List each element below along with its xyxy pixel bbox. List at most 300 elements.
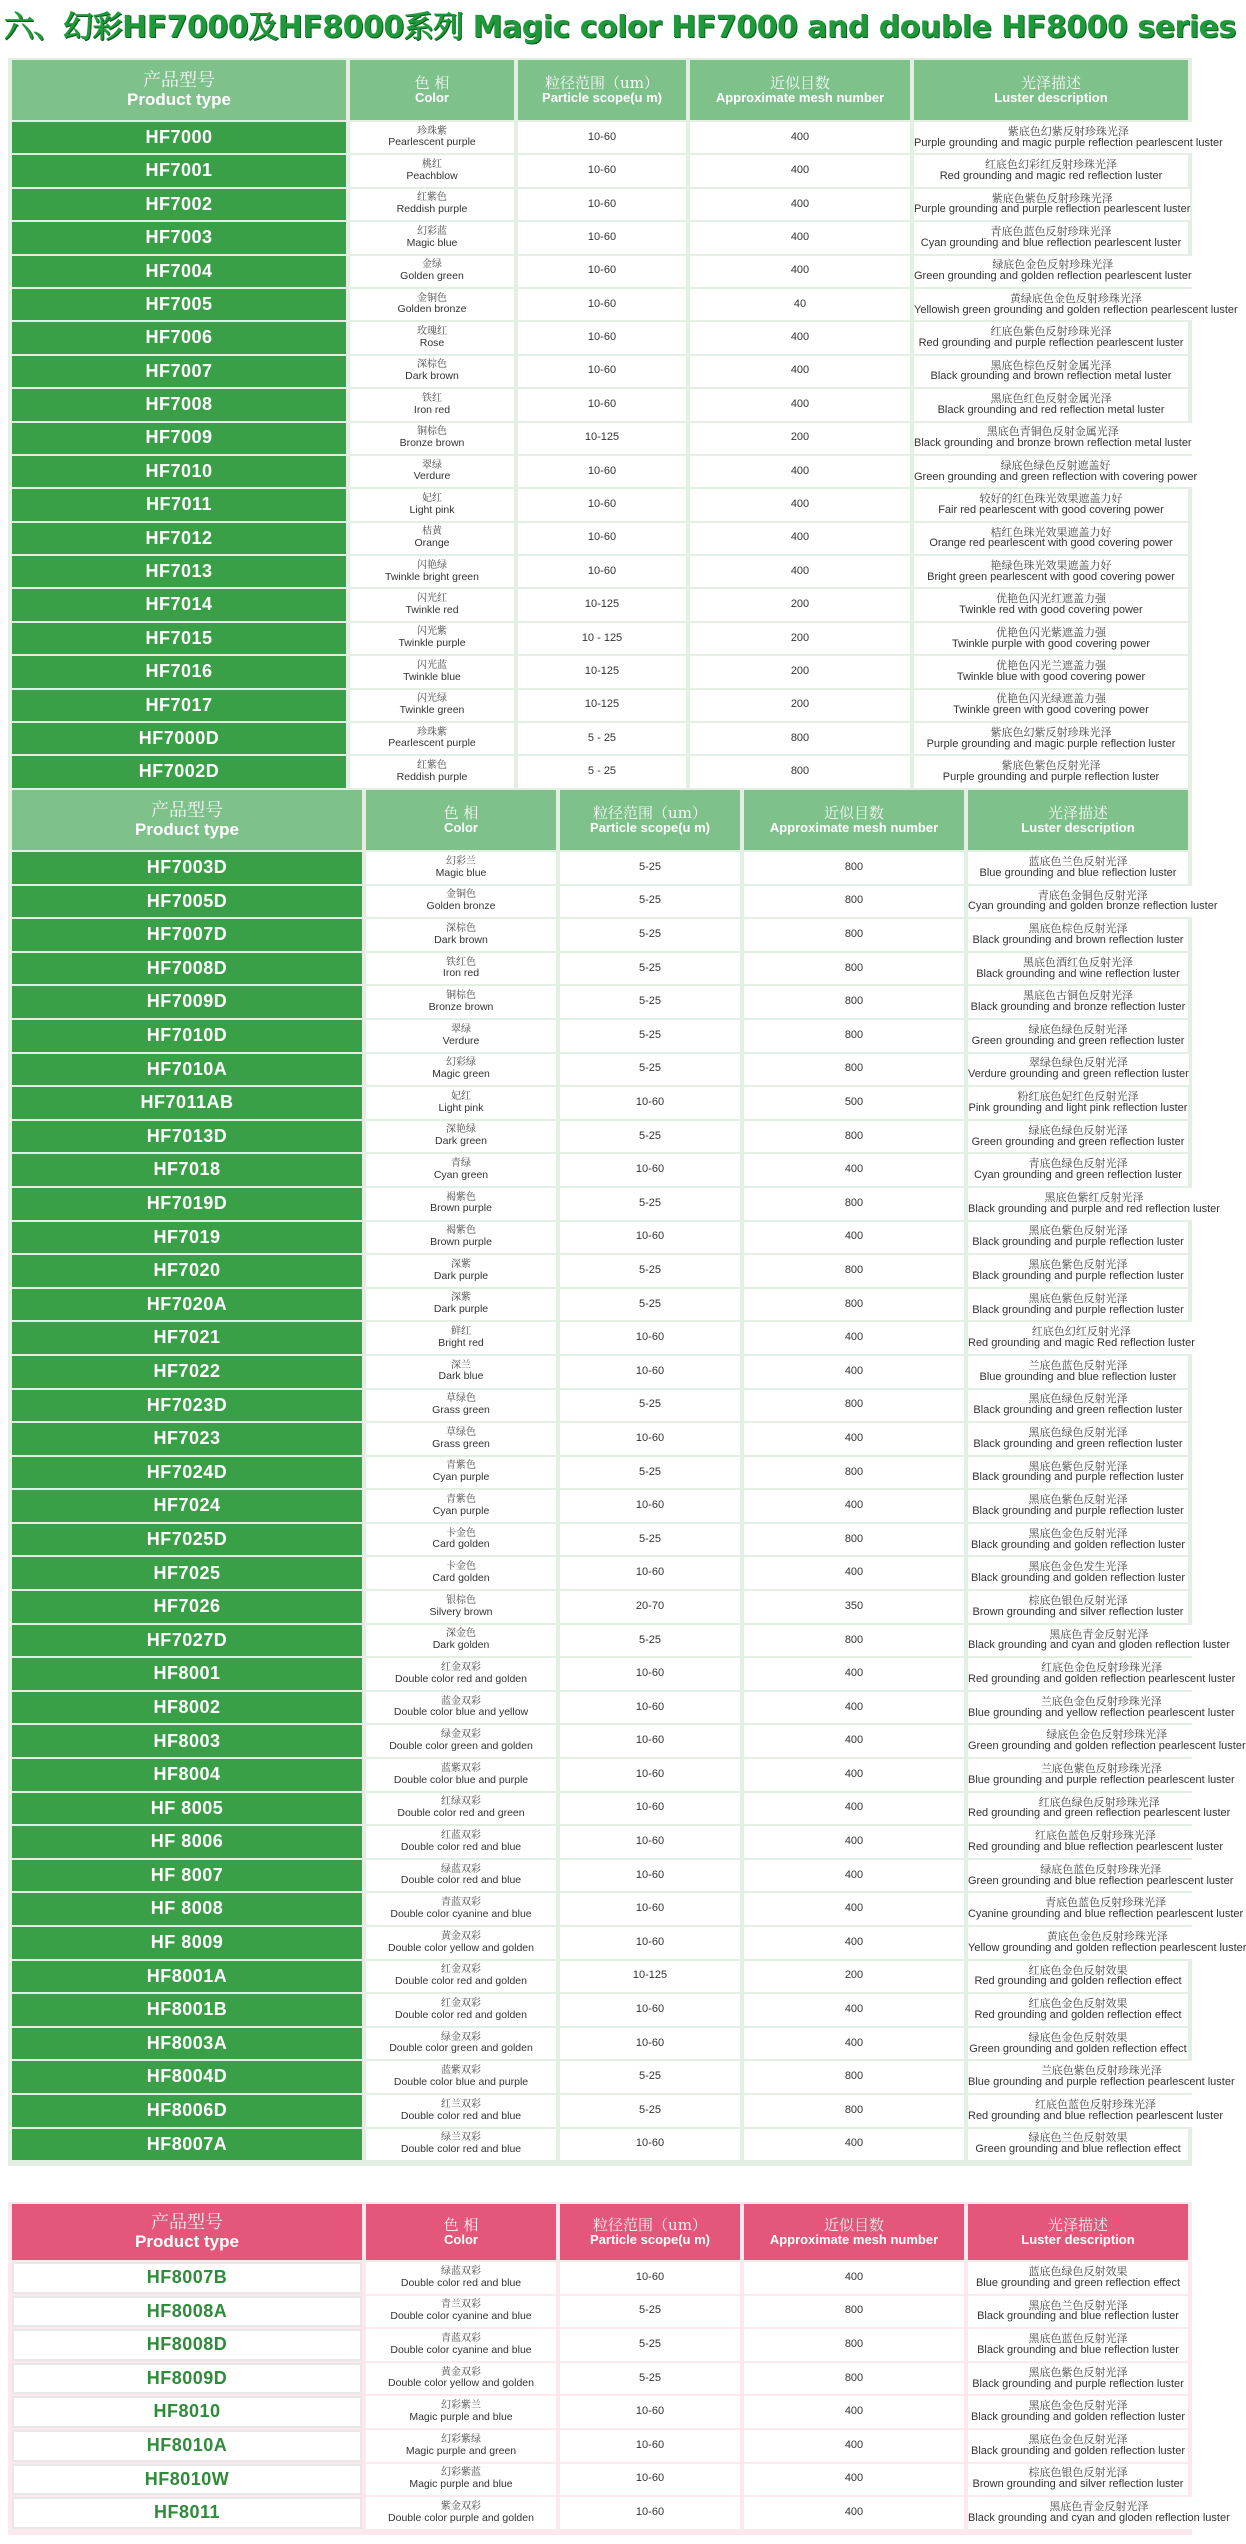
color-name-zh: 绿金双彩 (441, 1729, 481, 1741)
color-name-zh: 闪光蓝 (417, 659, 447, 671)
luster-desc-en: Black grounding and golden reflection luster (970, 1538, 1186, 1551)
luster-desc-en: Blue grounding and purple reflection pearlescent luster (968, 1773, 1235, 1786)
color-name-en: Magic purple and green (405, 2444, 517, 2457)
particle-scope: 5-25 (560, 986, 740, 1018)
particle-scope: 5 - 25 (518, 756, 686, 787)
mesh-number: 400 (744, 2464, 964, 2496)
header-color-zh: 色 相 (443, 803, 479, 822)
luster-description (968, 1625, 1230, 1657)
luster-desc-zh: 黑底色紫色反射光泽 (1028, 1224, 1128, 1238)
mesh-number: 400 (744, 1893, 964, 1925)
color-cell (350, 456, 514, 487)
color-name-zh: 深棕色 (417, 359, 447, 371)
product-code: HF8008D (12, 2329, 362, 2361)
luster-desc-en: Verdure grounding and green reflection luster (968, 1068, 1189, 1081)
color-cell (366, 1423, 556, 1455)
luster-desc-zh: 紫底色幻紫反射珍珠光泽 (1007, 124, 1129, 138)
mesh-number: 400 (690, 456, 910, 487)
color-cell (366, 852, 556, 884)
table-row (12, 1255, 1188, 1287)
luster-description (968, 1893, 1243, 1925)
color-cell (366, 1557, 556, 1589)
color-name-en: Double color cyanine and blue (390, 2343, 532, 2356)
luster-desc-en: Twinkle red with good covering power (959, 604, 1143, 617)
mesh-number: 400 (744, 1826, 964, 1858)
header-luster-zh: 光泽描述 (1047, 2215, 1108, 2234)
luster-desc-zh: 黑底色紫色反射光泽 (1028, 1493, 1128, 1507)
luster-description (914, 155, 1188, 186)
luster-desc-en: Yellowish green grounding and golden reflection pearlescent luster (914, 303, 1238, 316)
mesh-number: 400 (744, 2430, 964, 2462)
luster-description (914, 322, 1188, 353)
color-name-en: Twinkle blue (403, 670, 461, 683)
table-row (12, 1188, 1220, 1220)
luster-desc-zh: 黑底色金色反射光泽 (1028, 1526, 1128, 1540)
particle-scope: 10-60 (560, 1893, 740, 1925)
table-row (12, 1322, 1195, 1354)
color-name-zh: 闪光红 (417, 593, 447, 605)
header-product-type-en: Product type (127, 89, 231, 109)
luster-desc-zh: 青底色金铜色反射光泽 (1037, 888, 1148, 902)
luster-desc-zh: 蓝底色兰色反射光泽 (1028, 854, 1128, 868)
color-name-zh: 铜棕色 (446, 990, 476, 1002)
page-title: 六、幻彩HF7000及HF8000系列 Magic color HF7000 and double HF8000 series (4, 10, 1236, 45)
particle-scope: 10-60 (518, 122, 686, 153)
luster-desc-zh: 绿底色金色反射效果 (1028, 2030, 1128, 2044)
mesh-number: 400 (690, 189, 910, 220)
table-row (12, 256, 1192, 287)
luster-desc-en: Orange red pearlescent with good covering power (929, 537, 1173, 550)
mesh-number: 800 (744, 2095, 964, 2127)
luster-description (968, 1087, 1188, 1119)
header-luster (968, 790, 1188, 850)
particle-scope: 10-60 (518, 322, 686, 353)
color-cell (366, 1390, 556, 1422)
product-code: HF7004 (12, 256, 346, 287)
color-name-zh: 红绿双彩 (441, 1796, 481, 1808)
mesh-number: 500 (744, 1087, 964, 1119)
luster-desc-en: Cyan grounding and blue reflection pearlescent luster (920, 236, 1182, 249)
luster-desc-en: Black grounding and golden reflection luster (970, 2444, 1186, 2457)
luster-desc-zh: 兰底色紫色反射珍珠光泽 (1040, 2064, 1162, 2078)
particle-scope: 10-60 (560, 1322, 740, 1354)
header-luster (914, 60, 1188, 120)
mesh-number: 400 (690, 356, 910, 387)
header-particle-zh: 粒径范围（um） (593, 803, 707, 822)
color-name-en: Orange (414, 537, 450, 550)
luster-desc-zh: 艳绿色珠光效果遮盖力好 (990, 558, 1112, 572)
table-row (12, 2363, 1188, 2395)
luster-desc-zh: 黑底色蓝色反射光泽 (1028, 2332, 1128, 2346)
particle-scope: 10-60 (560, 1927, 740, 1959)
table-row (12, 2262, 1188, 2294)
luster-desc-en: Black grounding and blue reflection luster (977, 2310, 1179, 2323)
header-product-type (12, 2204, 362, 2260)
particle-scope: 10-60 (518, 256, 686, 287)
luster-desc-en: Cyanine grounding and blue reflection pearlescent luster (968, 1908, 1244, 1921)
luster-desc-zh: 桔红色珠光效果遮盖力好 (990, 525, 1112, 539)
color-name-en: Double color yellow and golden (388, 2377, 534, 2390)
color-name-zh: 青蓝双彩 (441, 2332, 481, 2344)
color-cell (366, 1725, 556, 1757)
header-mesh-zh: 近似目数 (823, 2215, 884, 2234)
luster-description (968, 1188, 1220, 1220)
color-cell (350, 356, 514, 387)
luster-description (968, 1658, 1235, 1690)
color-name-zh: 绿蓝双彩 (441, 1863, 481, 1875)
table-row (12, 656, 1188, 687)
particle-scope: 10-60 (560, 1793, 740, 1825)
mesh-number: 800 (744, 1020, 964, 1052)
luster-desc-zh: 绿底色兰色反射效果 (1028, 2131, 1128, 2145)
luster-desc-en: Black grounding and brown reflection metal luster (930, 370, 1172, 383)
color-cell (366, 2497, 556, 2529)
product-code: HF8004 (12, 1759, 362, 1791)
luster-description (914, 256, 1192, 287)
header-product-type (12, 790, 362, 850)
product-code: HF7025D (12, 1524, 362, 1556)
product-code: HF7008D (12, 953, 362, 985)
product-code: HF8011 (12, 2497, 362, 2529)
table-row (12, 523, 1188, 554)
luster-desc-en: Red grounding and golden reflection effect (974, 2008, 1182, 2021)
header-particle (560, 790, 740, 850)
mesh-number: 800 (744, 886, 964, 918)
luster-desc-en: Yellow grounding and golden reflection pearlescent luster (968, 1941, 1246, 1954)
luster-description (914, 222, 1188, 253)
luster-description (968, 2430, 1188, 2462)
luster-description (968, 1457, 1188, 1489)
table-body (12, 2262, 1230, 2529)
luster-desc-zh: 优艳色闪光兰遮盖力强 (996, 659, 1106, 673)
mesh-number: 400 (744, 1490, 964, 1522)
color-name-en: Double color red and golden (395, 1975, 527, 1988)
color-name-en: Iron red (413, 403, 451, 416)
luster-desc-en: Green grounding and blue reflection pearlescent luster (968, 1874, 1234, 1887)
header-particle-en: Particle scope(u m) (542, 90, 662, 106)
mesh-number: 400 (744, 2396, 964, 2428)
mesh-number: 400 (744, 1154, 964, 1186)
mesh-number: 400 (690, 322, 910, 353)
luster-description (914, 690, 1188, 721)
color-cell (350, 189, 514, 220)
luster-desc-en: Black grounding and blue reflection luster (977, 2343, 1179, 2356)
table-row (12, 919, 1188, 951)
product-code: HF7007 (12, 356, 346, 387)
color-name-en: Brown purple (430, 1202, 492, 1215)
particle-scope: 5-25 (560, 1188, 740, 1220)
luster-desc-en: Black grounding and cyan and gloden reflection luster (968, 2511, 1230, 2524)
table-row (12, 690, 1188, 721)
table-row (12, 1860, 1234, 1892)
color-cell (366, 2095, 556, 2127)
color-cell (366, 1524, 556, 1556)
table-row (12, 1457, 1188, 1489)
color-cell (366, 1490, 556, 1522)
luster-desc-zh: 优艳色闪光紫遮盖力强 (996, 625, 1106, 639)
luster-desc-en: Red grounding and blue reflection pearlescent luster (968, 2109, 1223, 2122)
luster-desc-zh: 紫底色紫色反射珍珠光泽 (991, 191, 1113, 205)
color-name-en: Twinkle green (399, 704, 465, 717)
luster-desc-zh: 粉红底色妃红色反射光泽 (1017, 1090, 1139, 1104)
color-cell (366, 2329, 556, 2361)
color-name-en: Double color green and golden (389, 2042, 533, 2055)
luster-desc-zh: 优艳色闪光红遮盖力强 (996, 592, 1106, 606)
color-name-zh: 幻彩蓝 (417, 225, 447, 237)
table-row (12, 589, 1188, 620)
mesh-number: 800 (744, 1457, 964, 1489)
luster-desc-zh: 黄底色金色反射珍珠光泽 (1046, 1929, 1168, 1943)
color-name-en: Grass green (432, 1404, 490, 1417)
mesh-number: 400 (690, 222, 910, 253)
header-color-zh: 色 相 (414, 73, 450, 92)
color-name-en: Double color blue and purple (393, 2075, 529, 2088)
color-name-en: Double color cyanine and blue (390, 2310, 532, 2323)
mesh-number: 800 (744, 986, 964, 1018)
mesh-number: 400 (744, 1356, 964, 1388)
table-row (12, 1020, 1188, 1052)
mesh-number: 400 (744, 1927, 964, 1959)
luster-desc-en: Black grounding and purple reflection luster (972, 1269, 1184, 1282)
color-name-zh: 黄金双彩 (441, 1930, 481, 1942)
color-name-en: Dark purple (433, 1269, 489, 1282)
color-cell (366, 1759, 556, 1791)
color-name-zh: 青绿 (451, 1158, 471, 1170)
product-code: HF7010D (12, 1020, 362, 1052)
color-cell (350, 690, 514, 721)
particle-scope: 5-25 (560, 1054, 740, 1086)
product-code: HF7015 (12, 623, 346, 654)
header-luster-zh: 光泽描述 (1020, 73, 1081, 92)
color-cell (366, 1020, 556, 1052)
table-row (12, 1087, 1188, 1119)
mesh-number: 400 (744, 1759, 964, 1791)
luster-desc-en: Purple grounding and magic purple reflection pearlescent luster (914, 136, 1223, 149)
color-cell (366, 1793, 556, 1825)
header-mesh (690, 60, 910, 120)
color-name-en: Grass green (432, 1437, 490, 1450)
luster-desc-en: Black grounding and bronze reflection luster (970, 1001, 1186, 1014)
luster-desc-zh: 黑底色金色反射光泽 (1028, 2432, 1128, 2446)
product-code: HF8001A (12, 1961, 362, 1993)
color-name-zh: 妃红 (422, 492, 442, 504)
color-name-zh: 铜棕色 (417, 426, 447, 438)
color-name-zh: 红蓝双彩 (441, 1829, 481, 1841)
color-name-en: Golden bronze (426, 900, 496, 913)
luster-desc-zh: 黑底色紫色反射光泽 (1028, 2365, 1128, 2379)
luster-description (968, 1725, 1246, 1757)
luster-desc-zh: 紫底色紫色反射光泽 (1001, 759, 1101, 773)
color-name-zh: 银棕色 (446, 1594, 476, 1606)
product-code: HF7016 (12, 656, 346, 687)
product-code: HF7002D (12, 756, 346, 787)
product-code: HF7001 (12, 155, 346, 186)
particle-scope: 5-25 (560, 1625, 740, 1657)
luster-desc-zh: 黑底色绿色反射光泽 (1028, 1426, 1128, 1440)
product-code: HF7000D (12, 723, 346, 754)
luster-desc-en: Cyan grounding and green reflection luster (974, 1169, 1182, 1182)
color-cell (366, 1121, 556, 1153)
table-row (12, 1927, 1246, 1959)
color-cell (366, 1289, 556, 1321)
luster-desc-en: Purple grounding and magic purple reflection luster (926, 737, 1176, 750)
table-row (12, 189, 1191, 220)
luster-desc-en: Black grounding and cyan and gloden reflection luster (968, 1639, 1230, 1652)
luster-desc-zh: 黑底色青金反射光泽 (1049, 2500, 1149, 2514)
luster-description (968, 2061, 1235, 2093)
table-row (12, 986, 1188, 1018)
particle-scope: 10-60 (518, 489, 686, 520)
luster-description (968, 1154, 1188, 1186)
color-name-zh: 闪艳绿 (417, 559, 447, 571)
mesh-number: 400 (690, 122, 910, 153)
color-name-zh: 红紫色 (417, 192, 447, 204)
product-code: HF7003 (12, 222, 346, 253)
table-row (12, 356, 1188, 387)
mesh-number: 800 (744, 1289, 964, 1321)
luster-desc-en: Black grounding and brown reflection luster (972, 933, 1184, 946)
luster-description (968, 1557, 1188, 1589)
luster-desc-zh: 黑底色金色发生光泽 (1028, 1560, 1128, 1574)
luster-description (968, 1826, 1223, 1858)
luster-description (968, 1860, 1233, 1892)
luster-desc-en: Red grounding and blue reflection pearlescent luster (968, 1841, 1223, 1854)
mesh-number: 400 (744, 2497, 964, 2529)
mesh-number: 800 (744, 1524, 964, 1556)
color-cell (350, 322, 514, 353)
header-color-en: Color (444, 820, 478, 836)
color-name-en: Bronze brown (399, 436, 465, 449)
particle-scope: 10-60 (560, 2262, 740, 2294)
luster-description (968, 1121, 1188, 1153)
particle-scope: 10-60 (518, 523, 686, 554)
color-name-en: Cyan purple (432, 1504, 490, 1517)
product-code: HF7025 (12, 1557, 362, 1589)
luster-desc-en: Black grounding and purple reflection luster (972, 1505, 1184, 1518)
table-row (12, 1893, 1244, 1925)
color-name-zh: 桃红 (422, 159, 442, 171)
header-mesh-zh: 近似目数 (769, 73, 830, 92)
product-code: HF 8008 (12, 1893, 362, 1925)
color-name-en: Iron red (442, 967, 480, 980)
luster-description (968, 1020, 1188, 1052)
table-row (12, 489, 1188, 520)
mesh-number: 200 (744, 1961, 964, 1993)
luster-desc-zh: 黑底色金色反射光泽 (1028, 2399, 1128, 2413)
luster-description (914, 189, 1190, 220)
table-row (12, 1490, 1188, 1522)
luster-desc-zh: 红底色蓝色反射珍珠光泽 (1035, 2097, 1156, 2111)
product-code: HF7018 (12, 1154, 362, 1186)
header-color-en: Color (415, 90, 449, 106)
luster-desc-zh: 红底色绿色反射珍珠光泽 (1038, 1795, 1160, 1809)
product-code: HF7014 (12, 589, 346, 620)
particle-scope: 5-25 (560, 2363, 740, 2395)
product-code: HF7000 (12, 122, 346, 153)
product-code: HF 8005 (12, 1793, 362, 1825)
color-name-zh: 红紫色 (417, 760, 447, 772)
mesh-number: 800 (744, 1390, 964, 1422)
product-code: HF8002 (12, 1692, 362, 1724)
luster-desc-en: Red grounding and magic Red reflection luster (968, 1337, 1195, 1350)
product-code: HF7024 (12, 1490, 362, 1522)
table-row (12, 1390, 1188, 1422)
color-name-zh: 妃红 (451, 1090, 471, 1102)
color-cell (366, 2296, 556, 2328)
color-name-zh: 金铜色 (446, 889, 476, 901)
color-name-en: Double color red and blue (400, 2109, 522, 2122)
luster-desc-zh: 黑底色紫色反射光泽 (1028, 1459, 1128, 1473)
color-name-zh: 桔黄 (422, 526, 442, 538)
luster-description (968, 2464, 1188, 2496)
luster-desc-en: Black grounding and purple reflection luster (972, 1471, 1184, 1484)
product-code: HF7010 (12, 456, 346, 487)
mesh-number: 200 (690, 423, 910, 454)
particle-scope: 10-60 (560, 1222, 740, 1254)
particle-scope: 10-60 (560, 2464, 740, 2496)
particle-scope: 5-25 (560, 2296, 740, 2328)
color-name-en: Dark blue (438, 1370, 484, 1383)
luster-description (968, 2497, 1230, 2529)
table-row (12, 1759, 1235, 1791)
mesh-number: 400 (744, 1692, 964, 1724)
luster-desc-en: Black grounding and purple and red reflection luster (968, 1202, 1220, 1215)
luster-description (968, 2129, 1188, 2161)
color-cell (366, 2396, 556, 2428)
product-code: HF 8009 (12, 1927, 362, 1959)
luster-desc-en: Red grounding and golden reflection effect (974, 1975, 1182, 1988)
color-cell (366, 1625, 556, 1657)
particle-scope: 5-25 (560, 919, 740, 951)
product-code: HF7006 (12, 322, 346, 353)
luster-description (968, 1423, 1188, 1455)
color-cell (366, 2061, 556, 2093)
luster-desc-en: Red grounding and green reflection pearlescent luster (968, 1807, 1231, 1820)
table-row (12, 953, 1188, 985)
table-row (12, 2430, 1188, 2462)
product-code: HF7009 (12, 423, 346, 454)
table-row (12, 1423, 1188, 1455)
luster-desc-en: Blue grounding and green reflection effect (975, 2276, 1181, 2289)
particle-scope: 5-25 (560, 1524, 740, 1556)
particle-scope: 10-60 (518, 456, 686, 487)
particle-scope: 10-125 (518, 423, 686, 454)
color-name-en: Double color red and blue (400, 1874, 522, 1887)
table-row (12, 2396, 1188, 2428)
color-name-en: Bronze brown (428, 1000, 494, 1013)
luster-desc-zh: 棕底色银色反射光泽 (1028, 1593, 1128, 1607)
product-code: HF8004D (12, 2061, 362, 2093)
color-name-en: Double color red and blue (400, 2276, 522, 2289)
color-name-zh: 闪光紫 (417, 626, 447, 638)
product-code: HF7020A (12, 1289, 362, 1321)
color-name-en: Double color yellow and golden (388, 1941, 534, 1954)
product-code: HF7022 (12, 1356, 362, 1388)
mesh-number: 200 (690, 623, 910, 654)
color-name-zh: 青蓝双彩 (441, 1897, 481, 1909)
luster-description (968, 1054, 1189, 1086)
color-name-en: Twinkle bright green (385, 570, 479, 583)
particle-scope: 5-25 (560, 2095, 740, 2127)
color-name-zh: 闪光绿 (417, 693, 447, 705)
color-cell (366, 1222, 556, 1254)
luster-description (968, 1692, 1235, 1724)
luster-desc-zh: 黑底色兰色反射光泽 (1028, 2298, 1128, 2312)
luster-desc-en: Black grounding and purple reflection luster (972, 2377, 1184, 2390)
mesh-number: 400 (744, 1793, 964, 1825)
luster-desc-zh: 兰底色蓝色反射光泽 (1028, 1358, 1128, 1372)
product-code: HF7007D (12, 919, 362, 951)
